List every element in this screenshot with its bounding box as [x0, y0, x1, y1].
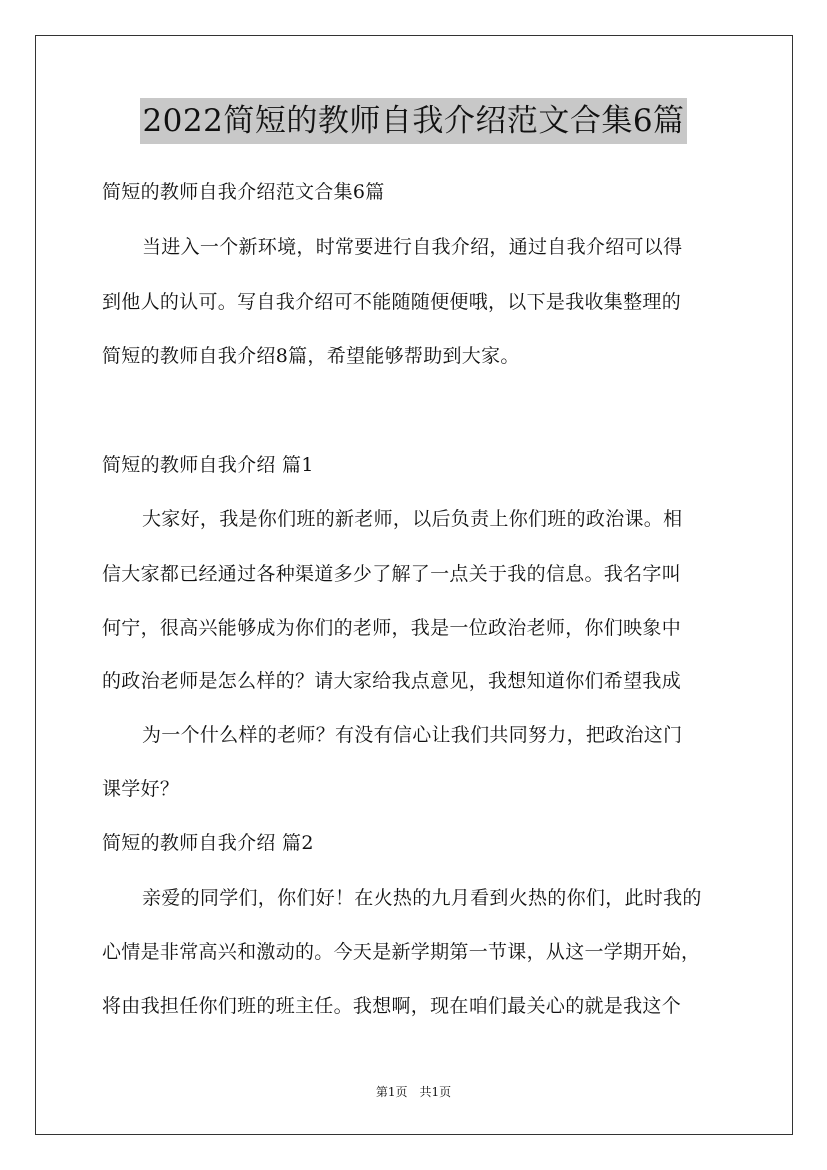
paragraph-line: 简短的教师自我介绍8篇，希望能够帮助到大家。 [102, 345, 520, 367]
paragraph-line: 何宁，很高兴能够成为你们的老师，我是一位政治老师，你们映象中 [102, 617, 682, 639]
subtitle-line: 简短的教师自我介绍范文合集6篇 [102, 181, 385, 203]
paragraph-line: 心情是非常高兴和激动的。今天是新学期第一节课，从这一学期开始， [102, 941, 701, 963]
paragraph-line: 将由我担任你们班的班主任。我想啊，现在咱们最关心的就是我这个 [102, 995, 682, 1017]
document-title-container [0, 98, 827, 144]
section-heading-2: 简短的教师自我介绍 篇2 [102, 832, 314, 854]
paragraph-line: 到他人的认可。写自我介绍可不能随随便便哦，以下是我收集整理的 [102, 291, 682, 313]
paragraph-line: 为一个什么样的老师？有没有信心让我们共同努力，把政治这门 [142, 724, 683, 746]
page-number: 第1页 [375, 1085, 408, 1099]
section-heading-1: 简短的教师自我介绍 篇1 [102, 454, 314, 476]
paragraph-line: 信大家都已经通过各种渠道多少了解了一点关于我的信息。我名字叫 [102, 563, 682, 585]
paragraph-line: 大家好，我是你们班的新老师，以后负责上你们班的政治课。相 [142, 508, 683, 530]
page-count: 共1页 [419, 1085, 452, 1099]
paragraph-line: 课学好？ [102, 778, 180, 800]
paragraph-line: 当进入一个新环境，时常要进行自我介绍，通过自我介绍可以得 [142, 236, 683, 258]
page-footer [0, 1083, 827, 1101]
paragraph-line: 亲爱的同学们，你们好！在火热的九月看到火热的你们，此时我的 [142, 887, 702, 909]
document-title: 2022简短的教师自我介绍范文合集6篇 [140, 98, 686, 144]
paragraph-line: 的政治老师是怎么样的？请大家给我点意见，我想知道你们希望我成 [102, 670, 682, 692]
